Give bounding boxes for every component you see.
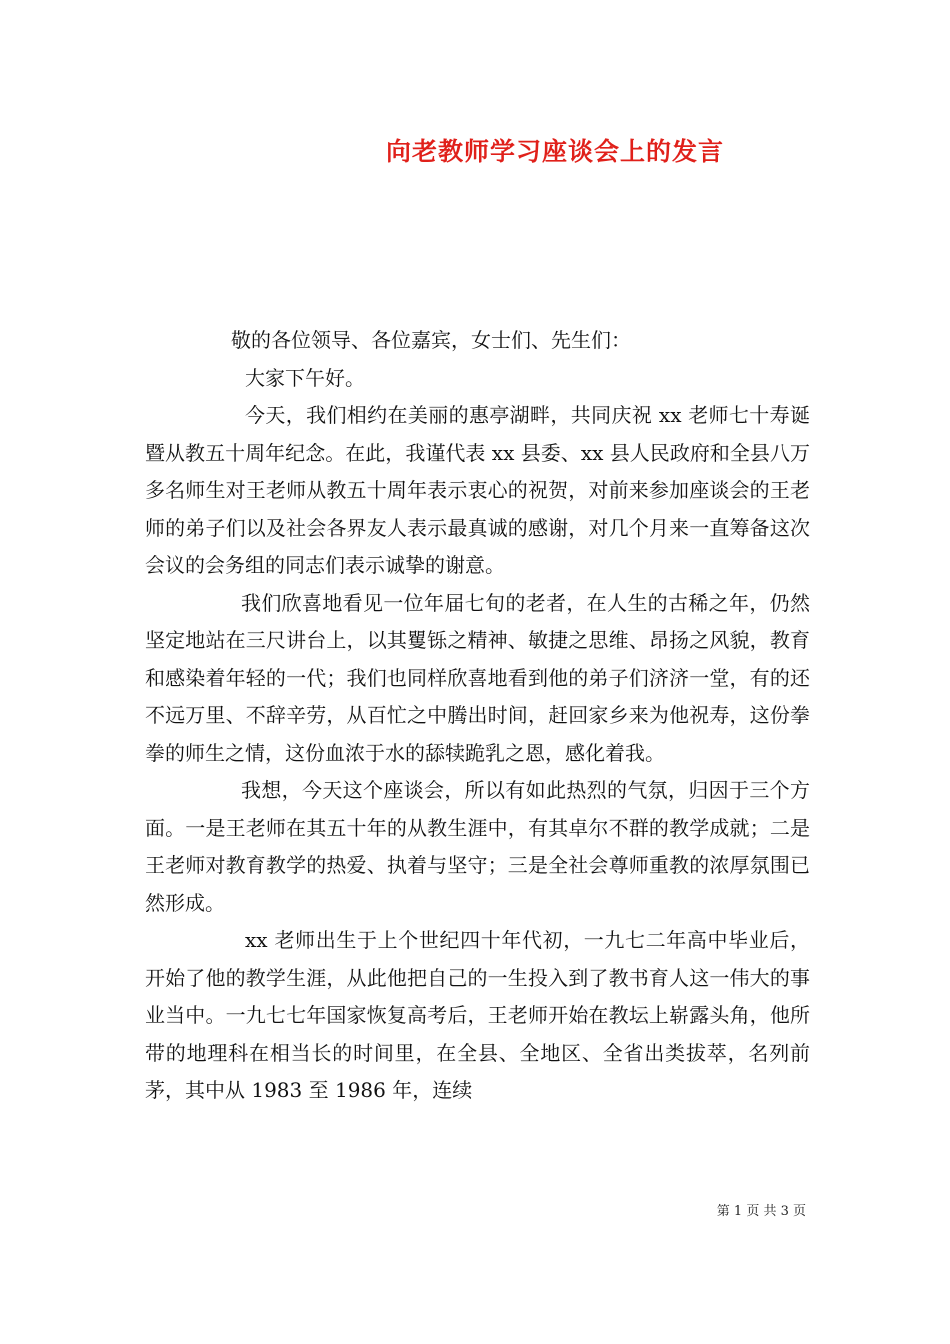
document-title: 向老教师学习座谈会上的发言: [385, 137, 724, 166]
greeting: 大家下午好。: [245, 365, 365, 390]
paragraph: 我们欣喜地看见一位年届七旬的老者，在人生的古稀之年，仍然坚定地站在三尺讲台上，以其矍铄之精神、敏捷之思维、昂扬之风貌，教育和感染着年轻的一代；我们也同样欣喜地看到他的弟子们济济一堂，有的还不远万里、不辞辛劳，从百忙之中腾出时间，赶回家乡来为他祝寿，这份拳拳的师生之情，这份血浓于水的舔犊跪乳之恩，感化着我。: [145, 590, 810, 765]
paragraph: 今天，我们相约在美丽的惠亭湖畔，共同庆祝 xx 老师七十寿诞暨从教五十周年纪念。在此，我谨代表 xx 县委、xx 县人民政府和全县八万多名师生对王老师从教五十周年表示衷心的祝贺，对前来参加座谈会的王老师的弟子们以及社会各界友人表示最真诚的感谢，对几个月来一直筹备这次会议的会务组的同志们表示诚挚的谢意。: [145, 403, 810, 577]
paragraph: 我想，今天这个座谈会，所以有如此热烈的气氛，归因于三个方面。一是王老师在其五十年的从教生涯中，有其卓尔不群的教学成就；二是王老师对教育教学的热爱、执着与坚守；三是全社会尊师重教的浓厚氛围已然形成。: [145, 778, 810, 915]
page-footer: 第 1 页 共 3 页: [716, 1204, 806, 1219]
salutation: 敬的各位领导、各位嘉宾，女士们、先生们：: [231, 328, 631, 352]
document-body: [145, 322, 810, 1110]
paragraph: xx 老师出生于上个世纪四十年代初，一九七二年高中毕业后，开始了他的教学生涯，从此他把自己的一生投入到了教书育人这一伟大的事业当中。一九七七年国家恢复高考后，王老师开始在教坛上崭露头角，他所带的地理科在相当长的时间里，在全县、全地区、全省出类拔萃，名列前茅，其中从 1983 至 1986 年，连续: [145, 928, 810, 1102]
